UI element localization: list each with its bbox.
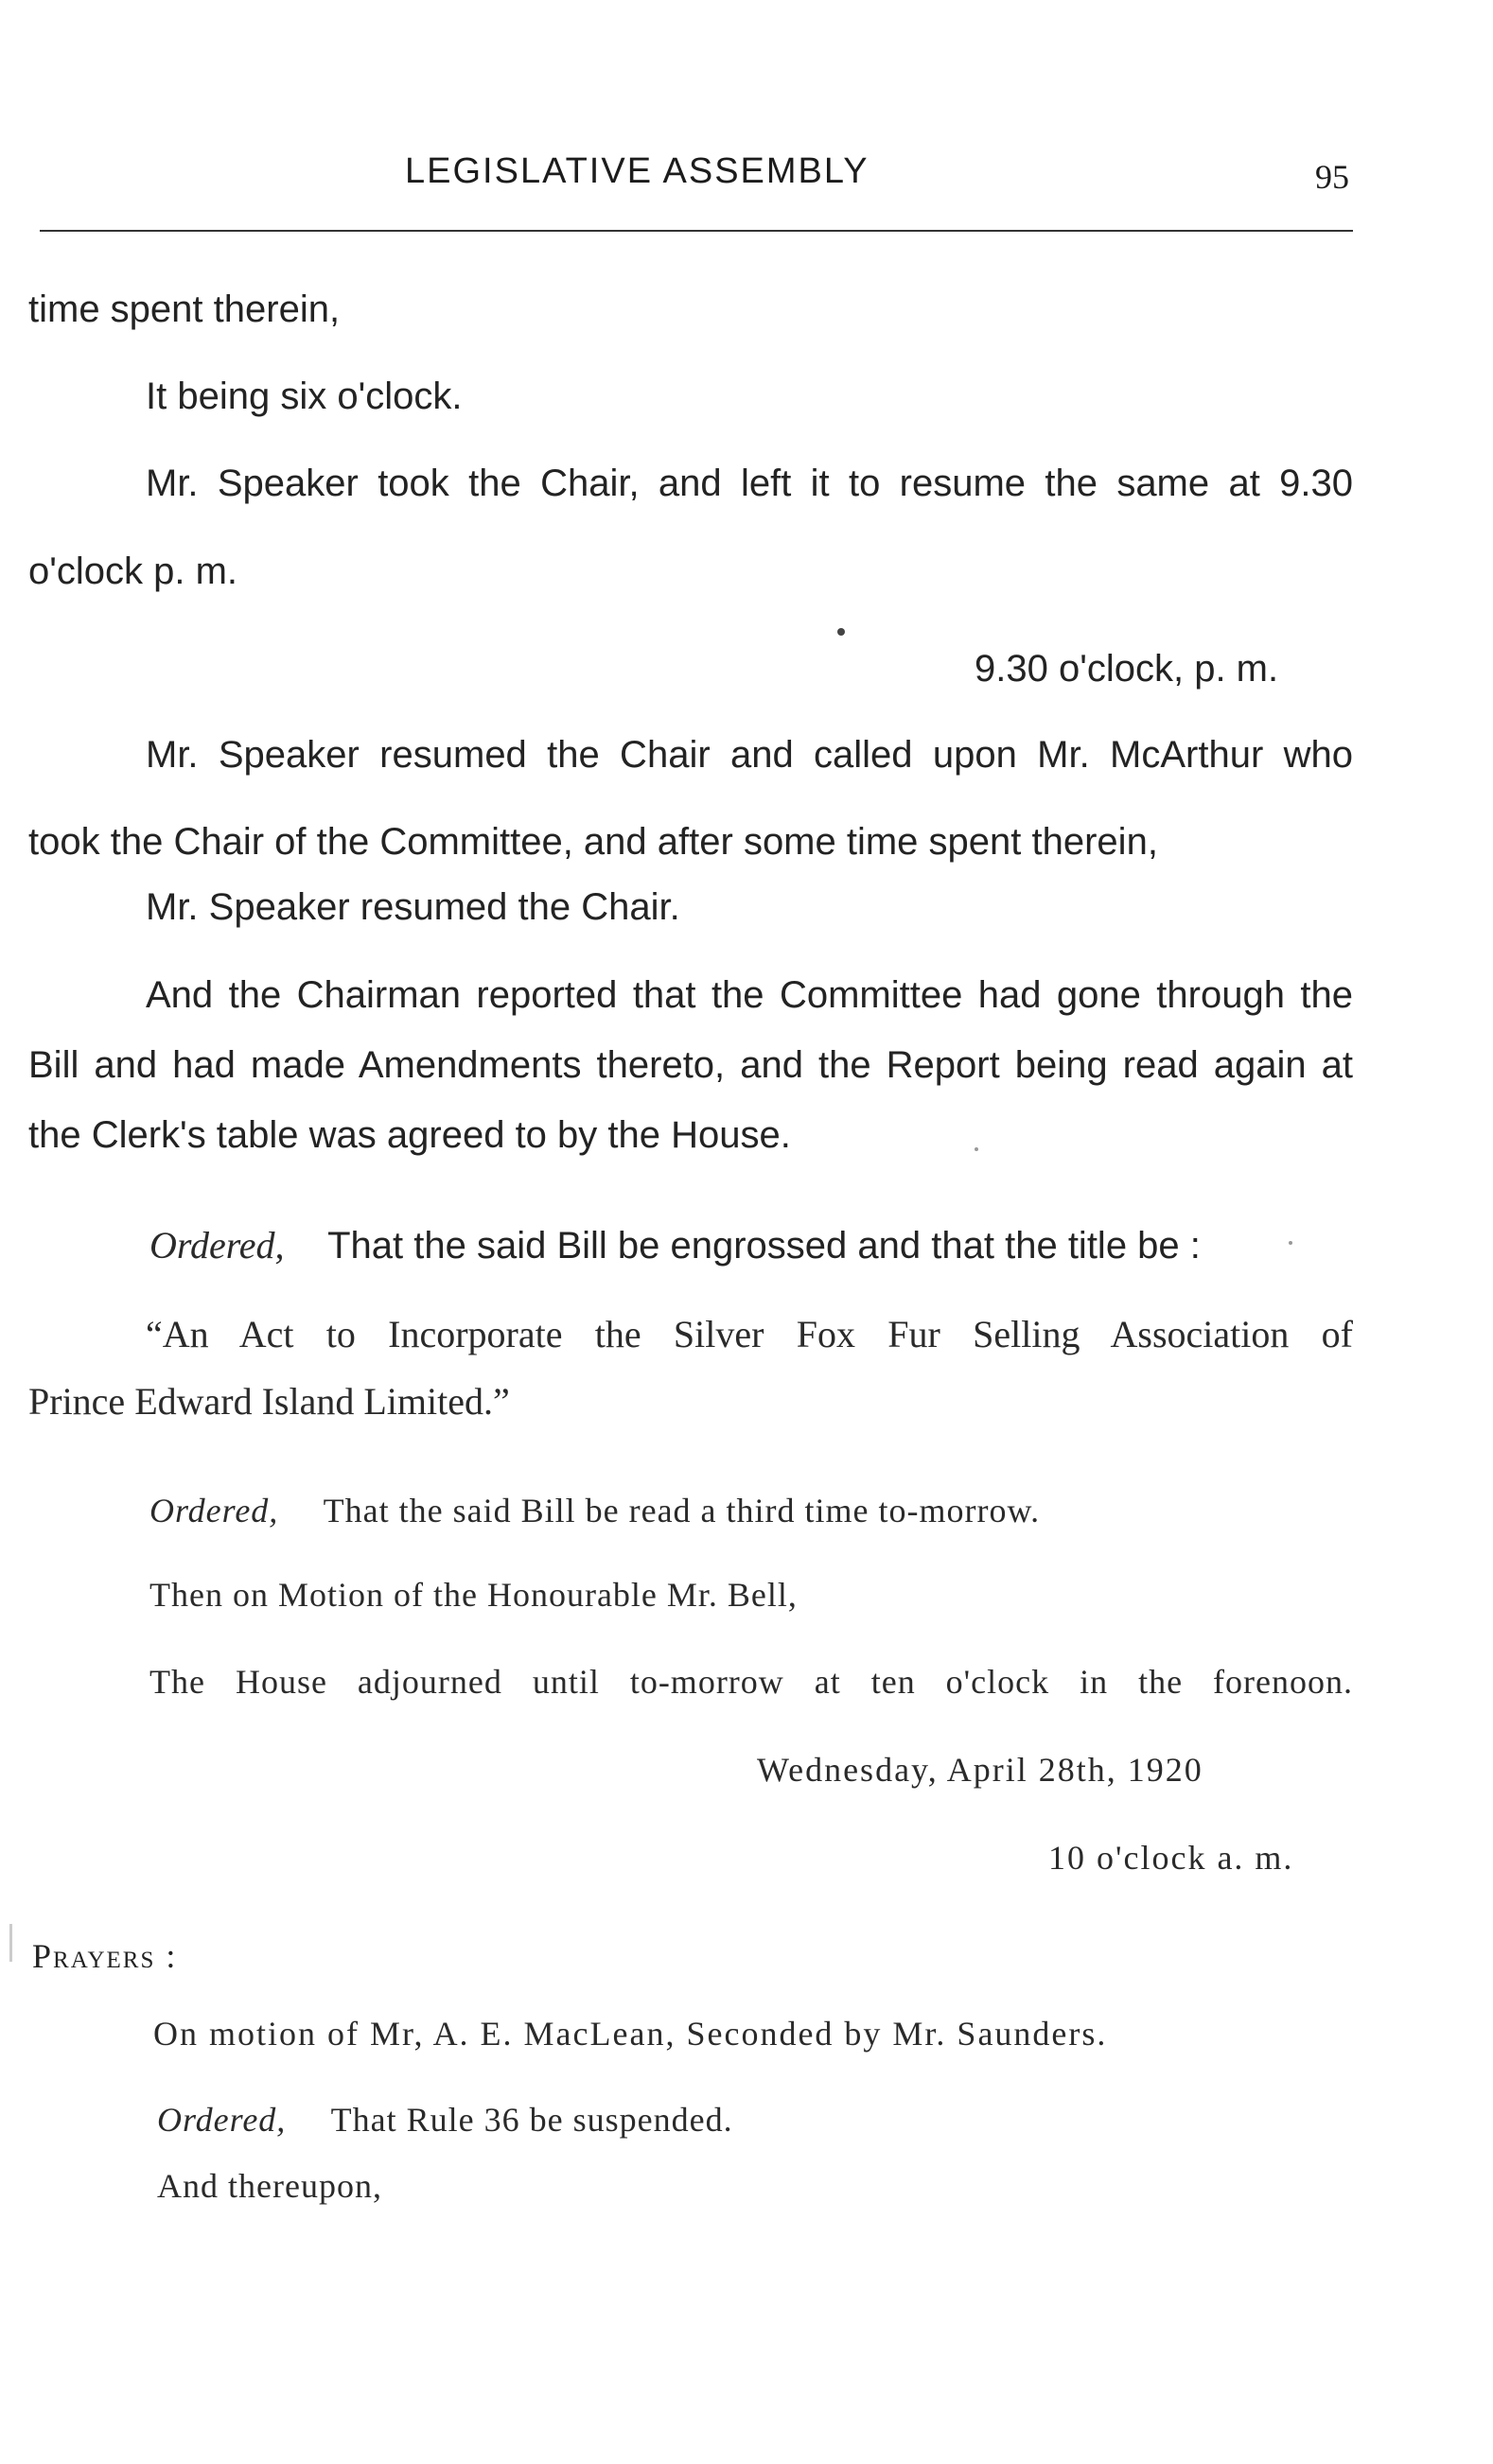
ordered-text: That the said Bill be read a third time to-morrow. <box>323 1492 1041 1529</box>
ordered-label: Ordered, <box>149 1224 285 1267</box>
ordered-label: Ordered, <box>149 1492 279 1529</box>
quote-line: Prince Edward Island Limited.” <box>28 1380 510 1423</box>
paragraph-line: And the Chairman reported that the Committee had gone through the <box>146 974 1353 1016</box>
scan-speck <box>975 1147 978 1151</box>
adjourn-line: The House adjourned until to-morrow at ten o'clock in the forenoon. <box>149 1663 1353 1701</box>
page-header-title: LEGISLATIVE ASSEMBLY <box>405 151 869 191</box>
paragraph-line: o'clock p. m. <box>28 550 238 592</box>
quote-line: “An Act to Incorporate the Silver Fox Fur Selling Association of <box>146 1313 1353 1355</box>
ordered-paragraph <box>149 1493 1040 1530</box>
ordered-paragraph <box>149 1225 1201 1267</box>
ordered-paragraph <box>157 2102 733 2140</box>
text-line: time spent therein, <box>28 288 341 330</box>
date-heading: Wednesday, April 28th, 1920 <box>757 1751 1203 1789</box>
scan-speck <box>9 1924 12 1962</box>
page-number: 95 <box>1315 158 1349 196</box>
paragraph-line: Bill and had made Amendments thereto, and the Report being read again at <box>28 1044 1353 1086</box>
motion-line: Then on Motion of the Honourable Mr. Bell, <box>149 1576 798 1614</box>
ordered-label: Ordered, <box>157 2101 287 2139</box>
ordered-text: That the said Bill be engrossed and that the title be : <box>327 1225 1201 1267</box>
paragraph-line: the Clerk's table was agreed to by the House. <box>28 1114 791 1156</box>
text-line: It being six o'clock. <box>146 376 463 417</box>
paragraph-line: Mr. Speaker took the Chair, and left it to resume the same at 9.30 <box>146 463 1353 504</box>
paragraph-line: Mr. Speaker resumed the Chair. <box>146 886 680 928</box>
time-heading: 10 o'clock a. m. <box>1048 1839 1294 1877</box>
motion-line: On motion of Mr, A. E. MacLean, Seconded by Mr. Saunders. <box>153 2015 1108 2053</box>
section-heading-prayers: Prayers : <box>32 1937 178 1975</box>
scan-speck <box>837 628 845 636</box>
ordered-text: That Rule 36 be suspended. <box>330 2101 733 2139</box>
time-heading: 9.30 o'clock, p. m. <box>975 648 1279 690</box>
header-rule <box>40 230 1353 232</box>
paragraph-line: Mr. Speaker resumed the Chair and called upon Mr. McArthur who <box>146 734 1353 776</box>
text-line: And thereupon, <box>157 2167 382 2205</box>
paragraph-line: took the Chair of the Committee, and after some time spent therein, <box>28 821 1158 863</box>
scan-speck <box>1289 1241 1292 1245</box>
